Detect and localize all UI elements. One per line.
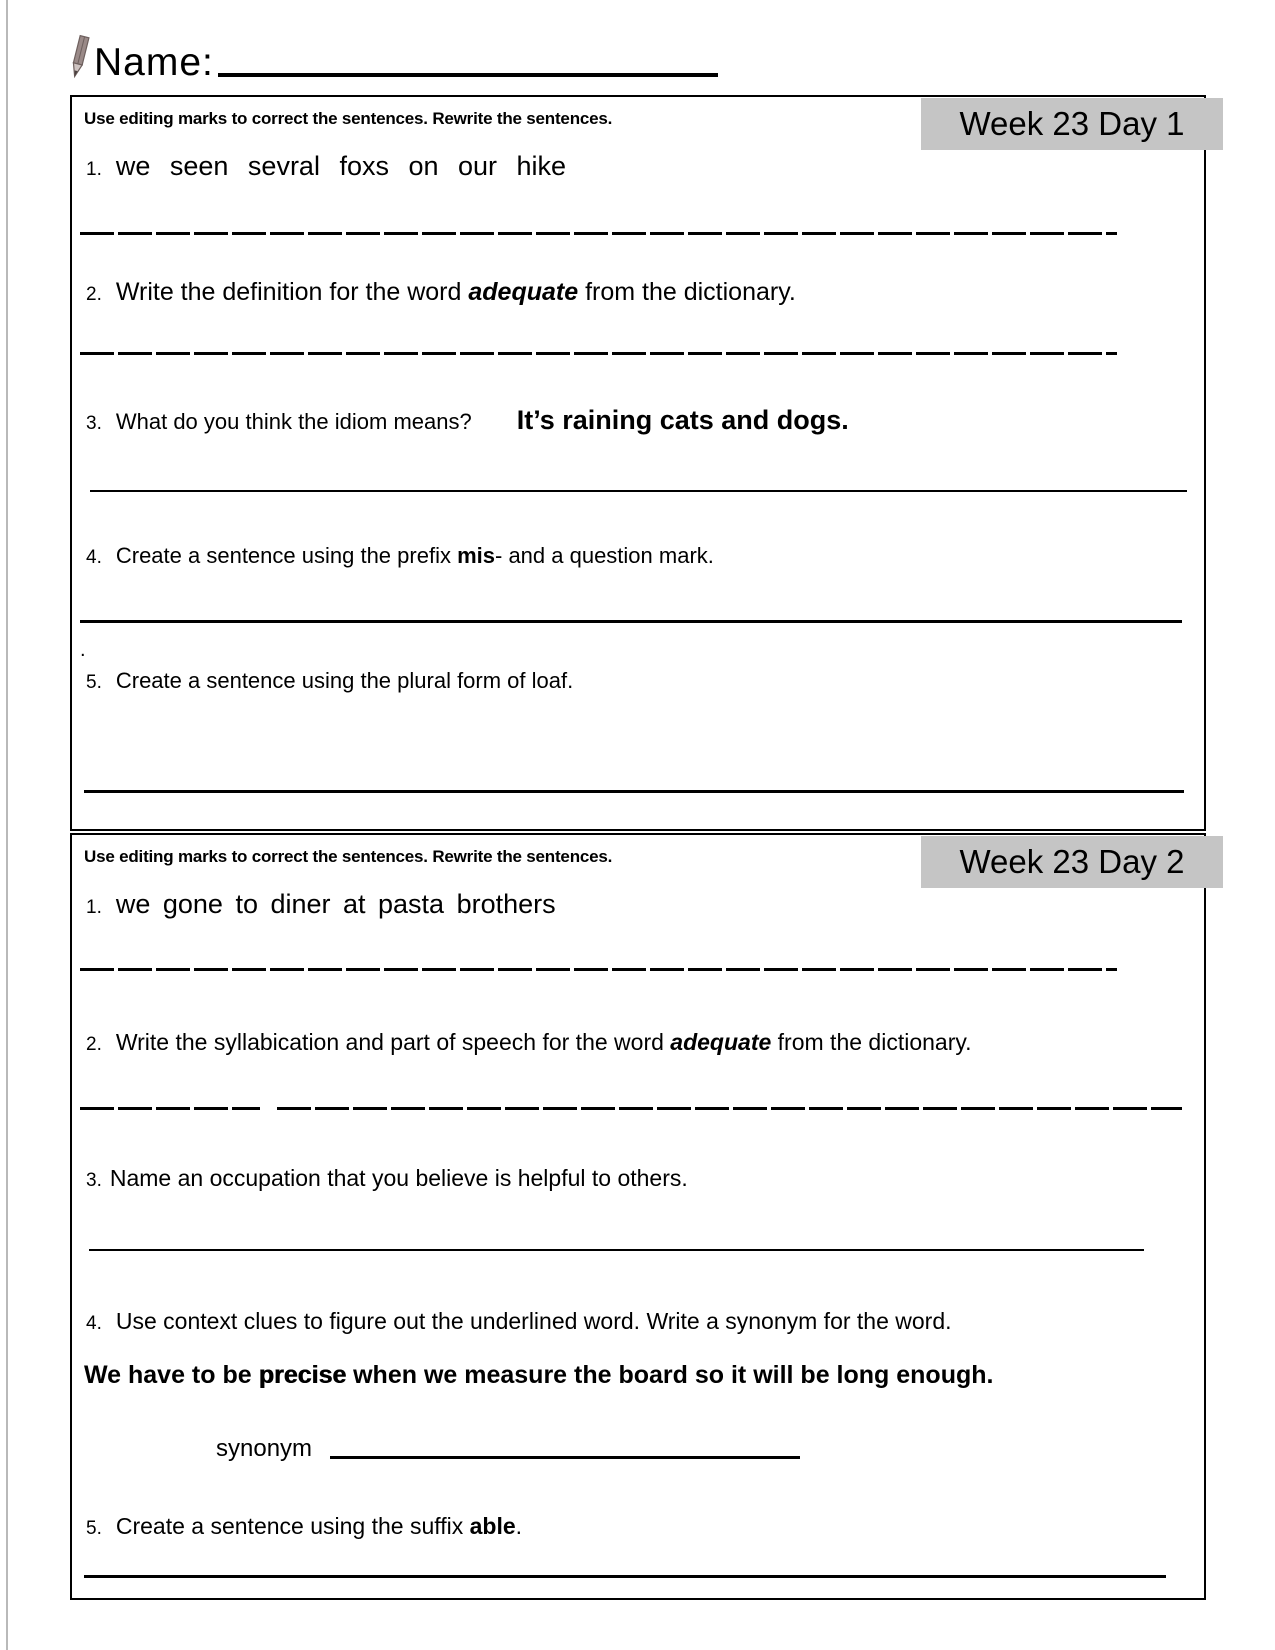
suffix-word: able: [469, 1513, 516, 1539]
day2-q4-sentence: We have to be precise when we measure the board so it will be long enough.: [84, 1361, 994, 1389]
day2-instructions: Use editing marks to correct the sentences. Rewrite the sentences.: [84, 847, 613, 866]
day2-week-badge: Week 23 Day 2: [921, 836, 1223, 888]
day1-instructions: Use editing marks to correct the sentences. Rewrite the sentences.: [84, 109, 613, 128]
day1-box: [70, 95, 1206, 831]
day1-q1: [86, 151, 566, 182]
synonym-row: [216, 1435, 800, 1463]
question-text: Write the syllabication and part of speech for the word adequate from the dictionary.: [115, 1029, 972, 1055]
day2-q4: [86, 1308, 952, 1335]
vocab-word: adequate: [468, 278, 579, 306]
context-word: precise: [258, 1361, 347, 1389]
answer-line: [277, 1107, 1182, 1110]
name-blank-line: [218, 73, 718, 77]
question-text: Name an occupation that you believe is helpful to others.: [109, 1165, 688, 1191]
question-text: Create a sentence using the prefix mis- and a question mark.: [115, 543, 714, 568]
question-text: Use context clues to figure out the underlined word. Write a synonym for the word.: [115, 1308, 952, 1334]
question-number: 4.: [86, 1313, 102, 1334]
day1-q5: [86, 668, 573, 694]
day1-q4: [86, 543, 714, 569]
question-number: 1.: [86, 897, 102, 918]
name-label: Name:: [94, 41, 214, 84]
question-number: 5.: [86, 672, 102, 693]
answer-line: [80, 620, 1182, 623]
question-text: Create a sentence using the plural form of loaf.: [115, 668, 574, 693]
idiom-text: It’s raining cats and dogs.: [516, 405, 849, 435]
synonym-answer-line: [330, 1456, 800, 1459]
question-number: 2.: [86, 1034, 102, 1055]
question-text: Create a sentence using the suffix able.: [115, 1513, 523, 1539]
day2-q3: [86, 1165, 688, 1192]
pencil-icon: [66, 34, 92, 80]
question-number: 3.: [86, 1170, 102, 1191]
question-number: 5.: [86, 1518, 102, 1539]
day1-q3: [86, 405, 849, 436]
vocab-word: adequate: [670, 1029, 772, 1055]
stray-period: .: [80, 639, 86, 661]
question-number: 1.: [86, 159, 102, 180]
question-text: What do you think the idiom means?: [115, 409, 472, 434]
answer-line: [80, 352, 1117, 355]
question-text: we seen sevral foxs on our hike: [115, 151, 567, 181]
synonym-label: synonym: [216, 1435, 313, 1462]
day2-q1: [86, 889, 556, 920]
page-left-edge: [6, 0, 8, 1650]
day1-week-badge: Week 23 Day 1: [921, 98, 1223, 150]
answer-line: [80, 968, 1117, 971]
question-text: Write the definition for the word adequate from the dictionary.: [115, 278, 796, 306]
question-number: 4.: [86, 547, 102, 568]
answer-line: [84, 1575, 1166, 1578]
answer-line: [84, 790, 1184, 793]
prefix-word: mis: [457, 543, 495, 568]
answer-line: [90, 490, 1187, 492]
day2-q2: [86, 1029, 972, 1056]
day2-q5: [86, 1513, 522, 1540]
question-text: we gone to diner at pasta brothers: [115, 889, 556, 919]
question-number: 3.: [86, 413, 102, 434]
question-number: 2.: [86, 284, 102, 305]
answer-line: [89, 1249, 1144, 1251]
day1-q2: [86, 278, 796, 307]
answer-line: [80, 232, 1117, 235]
answer-line-short: [80, 1107, 260, 1110]
day2-box: [70, 833, 1206, 1600]
name-header: [66, 34, 718, 82]
